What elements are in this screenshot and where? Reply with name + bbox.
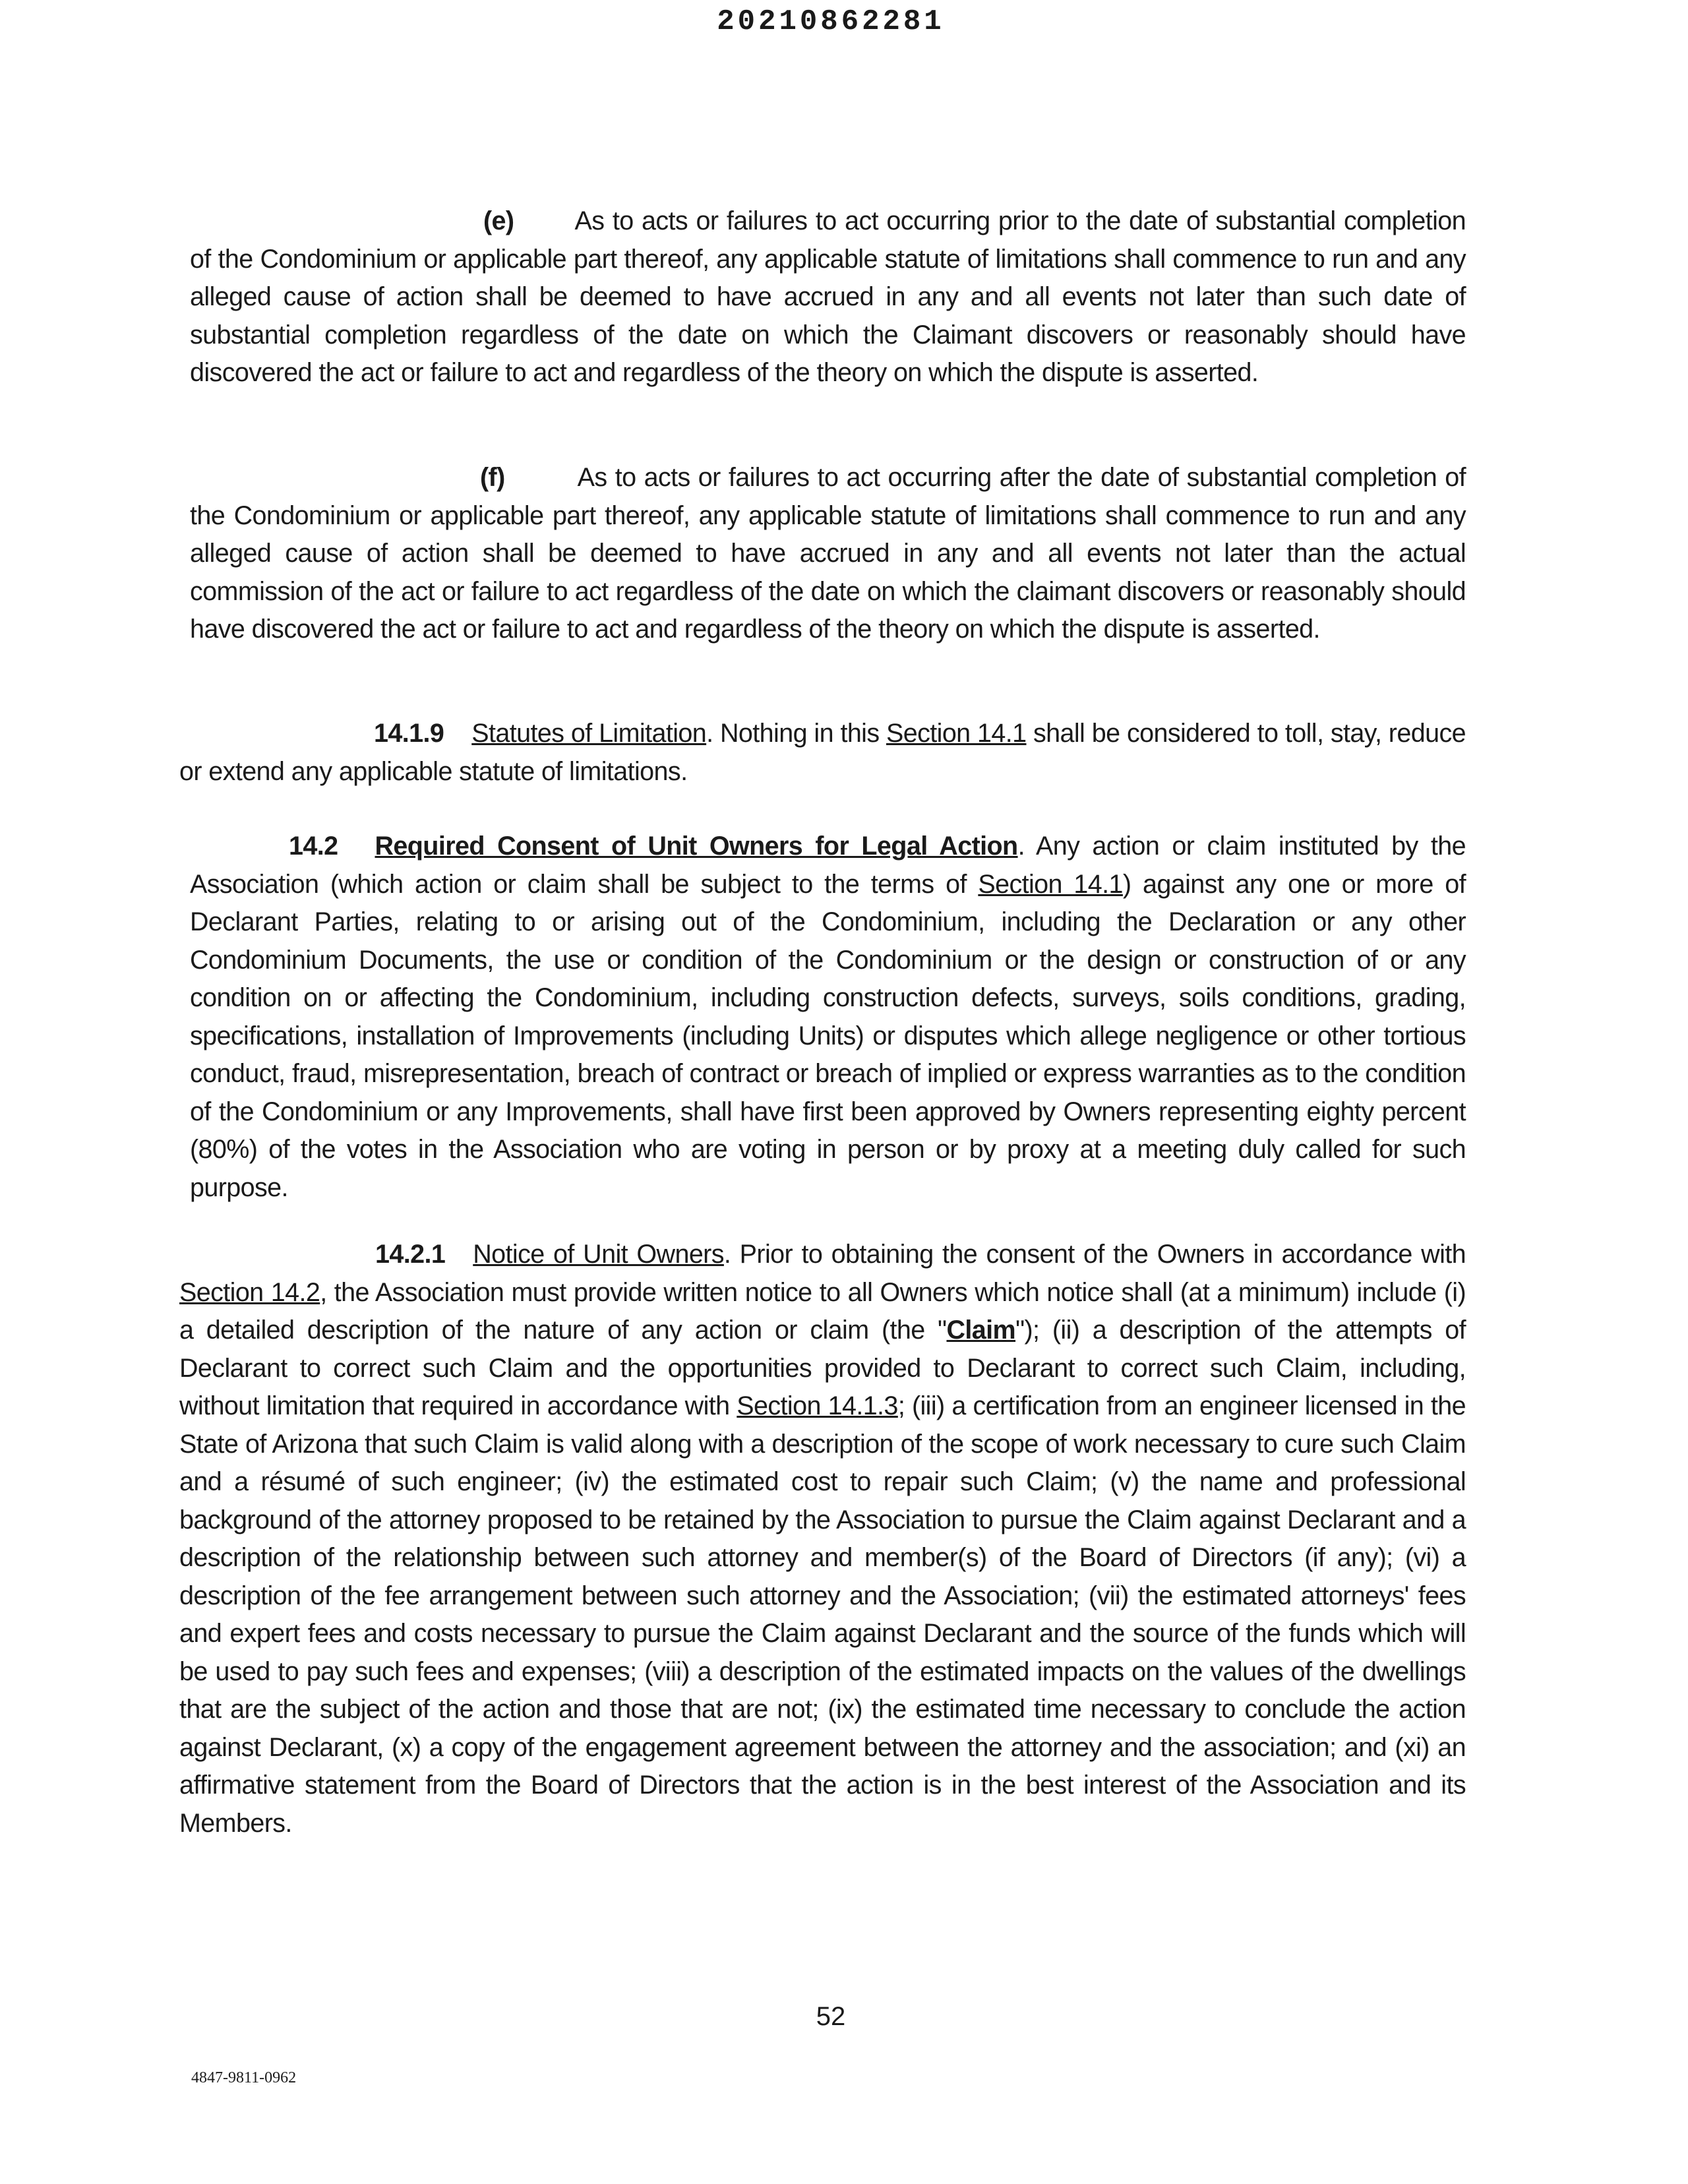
paragraph-f bbox=[190, 459, 1466, 649]
paragraph-e-text: As to acts or failures to act occurring prior to the date of substantial completion of the Condominium or applicable part thereof, any applicable statute of limitations shall commence to run and any alleged cause of action shall be deemed to have accrued in any and all events not later than such date of substantial completion regardless of the date on which the Claimant discovers or reasonably should have discovered the act or failure to act and regardless of the theory on which the dispute is asserted. bbox=[190, 206, 1466, 387]
document-id: 4847-9811-0962 bbox=[191, 2069, 297, 2086]
section-14-1-9-number: 14.1.9 bbox=[374, 719, 444, 748]
recording-number: 20210862281 bbox=[717, 5, 945, 38]
section-reference-14-1-3: Section 14.1.3 bbox=[737, 1391, 898, 1420]
section-reference-14-1: Section 14.1 bbox=[886, 719, 1027, 748]
section-14-1-9 bbox=[179, 715, 1466, 791]
section-14-2-1-number: 14.2.1 bbox=[375, 1240, 446, 1269]
section-14-2-1-heading: Notice of Unit Owners bbox=[473, 1240, 724, 1269]
section-14-2-1-text-4: ; (iii) a certification from an engineer licensed in the State of Arizona that such Claim is valid along with a description of the scope of work necessary to cure such Claim and a résumé of such engineer; (iv) the estimated cost to repair such Claim; (v) the name and professional background of the attorney proposed to be retained by the Association to pursue the Claim against Declarant and a description of the relationship between such attorney and member(s) of the Board of Directors (if any); (vi) a description of the fee arrangement between such attorney and the Association; (vii) the estimated attorneys' fees and expert fees and costs necessary to pursue the Claim against Declarant and the source of the funds which will be used to pay such fees and expenses; (viii) a description of the estimated impacts on the values of the dwellings that are the subject of the action and those that are not; (ix) the estimated time necessary to conclude the action against Declarant, (x) a copy of the engagement agreement between the attorney and the association; and (xi) an affirmative statement from the Board of Directors that the action is in the best interest of the Association and its Members. bbox=[179, 1391, 1466, 1838]
section-14-2-text-2: ) against any one or more of Declarant Parties, relating to or arising out of the Condominium, including the Declaration or any other Condominium Documents, the use or condition of the Condominium or the design or construction of or any condition on or affecting the Condominium, including construction defects, surveys, soils conditions, grading, specifications, installation of Improvements (including Units) or disputes which allege negligence or other tortious conduct, fraud, misrepresentation, breach of contract or breach of implied or express warranties as to the condition of the Condominium or any Improvements, shall have first been approved by Owners representing eighty percent (80%) of the votes in the Association who are voting in person or by proxy at a meeting duly called for such purpose. bbox=[190, 869, 1466, 1202]
section-14-1-9-text-2: shall be considered to toll, stay, reduce or extend any applicable statute of limitations. bbox=[179, 719, 1466, 786]
section-14-2-number: 14.2 bbox=[289, 832, 338, 861]
section-14-2-heading: Required Consent of Unit Owners for Legal Action bbox=[375, 832, 1018, 861]
section-14-2 bbox=[190, 828, 1466, 1207]
section-14-1-9-text-1: . Nothing in this bbox=[706, 719, 886, 748]
page-number: 52 bbox=[816, 2002, 846, 2031]
defined-term-claim: Claim bbox=[946, 1316, 1016, 1345]
paragraph-f-tag: (f) bbox=[480, 463, 505, 492]
paragraph-e-tag: (e) bbox=[483, 206, 514, 235]
paragraph-e bbox=[190, 202, 1466, 392]
section-14-2-text-1: . Any action or claim instituted by the Association (which action or claim shall be subject to the terms of bbox=[190, 832, 1466, 899]
section-reference-14-2: Section 14.2 bbox=[179, 1277, 320, 1307]
section-14-1-9-heading: Statutes of Limitation bbox=[471, 719, 707, 748]
section-14-2-1-text-3: "); (ii) a description of the attempts of Declarant to correct such Claim and the opportunities provided to Declarant to correct such Claim, including, without limitation that required in accordance with bbox=[179, 1316, 1466, 1420]
section-14-2-1-text-1: . Prior to obtaining the consent of the Owners in accordance with bbox=[723, 1240, 1466, 1269]
section-reference-14-1: Section 14.1 bbox=[978, 869, 1123, 899]
section-14-2-1-text-2: , the Association must provide written notice to all Owners which notice shall (at a minimum) include (i) a detailed description of the nature of any action or claim (the " bbox=[179, 1277, 1466, 1345]
section-14-2-1 bbox=[179, 1236, 1466, 1842]
paragraph-f-text: As to acts or failures to act occurring after the date of substantial completion of the Condominium or applicable part thereof, any applicable statute of limitations shall commence to run and any alleged cause of action shall be deemed to have accrued in any and all events not later than the actual commission of the act or failure to act regardless of the date on which the claimant discovers or reasonably should have discovered the act or failure to act and regardless of the theory on which the dispute is asserted. bbox=[190, 463, 1466, 644]
